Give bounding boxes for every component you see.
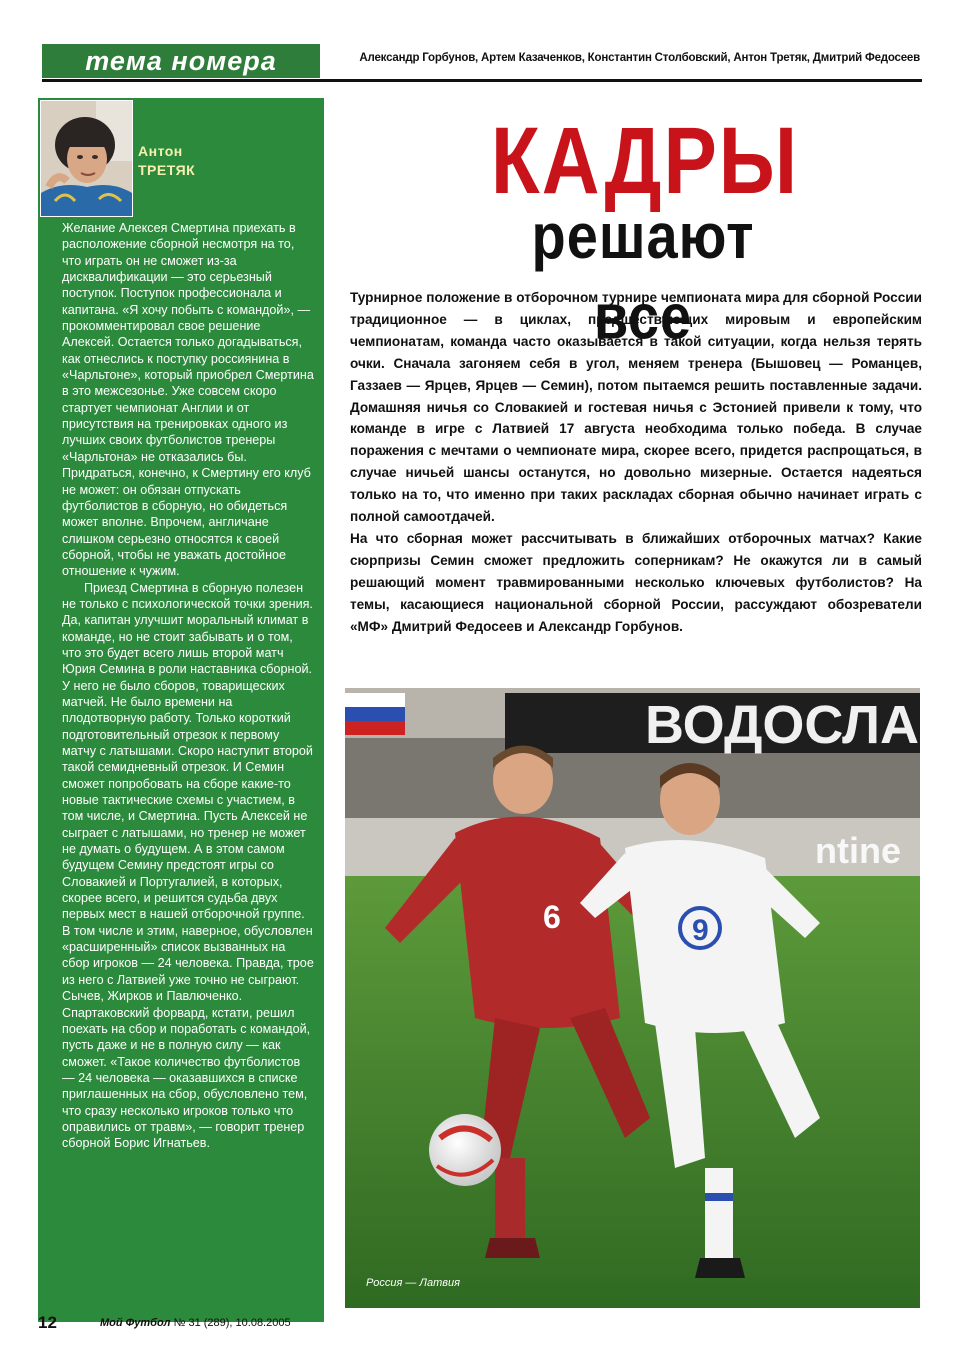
- column-paragraph: Желание Алексея Смертина приехать в расположение сборной несмотря на то, что играть он не сможет из-за дисквалификации — это серьезный поступок. Поступок профессионала и капитана. «Я хочу побыть с командой», — прокомментировал свое решение Алексей. Остается только догадываться, как отнеслись к поступку россиянина в «Чарльтоне», который приобрел Смертина в это межсезонье. Уже совсем скоро стартует чемпионат Англии и от присутствия на тренировках одного из лучших своих футболистов тренеры «Чарльтона» не отказались бы. Придраться, конечно, к Смертину его клуб не может: он обязан отпускать футболистов в сборную, но обидеться может вполне. Впрочем, англичане слишком серьезно относятся к своей сборной, чтобы не уважать достойное отношение к чужим.: [62, 221, 314, 579]
- issue-info: № 31 (289), 10.08.2005: [173, 1317, 291, 1329]
- header-rule: [42, 79, 922, 82]
- red-shirt-number: 6: [543, 899, 561, 935]
- column-author: [138, 142, 308, 180]
- column-text: [62, 220, 314, 1152]
- column-author-first: Антон: [138, 143, 183, 159]
- column-author-last: ТРЕТЯК: [138, 162, 196, 178]
- page-number: 12: [38, 1313, 57, 1332]
- article-title: КАДРЫ: [490, 108, 800, 214]
- magazine-name: Мой Футбол: [100, 1317, 171, 1329]
- column-paragraph: Приезд Смертина в сборную полезен не только с психологической точки зрения. Да, капитан улучшит моральный климат в команде, но не стоит забывать и о том, что это будет всего лишь второй матч Юрия Семина в роли наставника сборной. У него не было сборов, товарищеских матчей. Не было времени на плодотворную работу. Только короткий подготовительный отрезок к первому матчу с латышами. Скоро наступит второй такой семидневный отрезок. И Семин сможет попробовать на сборе какие-то новые тактические схемы с участием, в том числе, и Смертина. Пусть Алексей не сыграет с латышами, но тренер не может не думать о будущем. А в этом самом будущем Семину предстоят игры со Словакией и Португалией, в которых, скорее всего, и решится судьба двух первых мест в нашей отборочной группе. В том числе и этим, наверное, обусловлен «расширенный» список вызванных на сбор игроков — 24 человека. Правда, трое из него с Латвией уже точно не сыграют. Сычев, Жирков и Павлюченко. Спартаковский форвард, кстати, решил поехать на сбор и поработать с командой, пусть даже и не в полную силу — как сможет. «Такое количество футболистов — 24 человека — оказавшихся в списке приглашенных на сбор, обусловлено тем, что сразу несколько игроков только что оправились от травм», — говорит тренер сборной Борис Игнатьев.: [62, 580, 314, 1151]
- lead-paragraph: На что сборная может рассчитывать в ближайших отборочных матчах? Какие сюрпризы Семин сможет предложить соперникам? Не окажутся ли в самый решающий момент травмированными несколько ключевых футболистов? На темы, касающиеся национальной сборной России, рассуждают обозреватели «МФ» Дмитрий Федосеев и Александр Горбунов.: [350, 530, 922, 634]
- lead-paragraph: Турнирное положение в отборочном турнире чемпионата мира для сборной России традиционное — в циклах, предшествующих мировым и европейским чемпионатам, команда часто оказывается в такой ситуации, когда нельзя терять очки. Сначала загоняем себя в угол, меняем тренера (Бышовец — Романцев, Газзаев — Ярцев, Ярцев — Семин), потом пытаемся решить поставленные задачи. Домашняя ничья со Словакией и гостевая ничья с Эстонией привели к тому, что команде в игре с Латвией 17 августа необходима только победа. В случае поражения с мечтами о чемпионате мира, скорее всего, придется распрощаться, в случае ничьей шансы останутся, но довольно мизерные. Остается надеяться только на то, что именно при таких раскладах сборная обычно начинает играть с полной самоотдачей.: [350, 290, 922, 525]
- article-subtitle: решают все: [531, 199, 755, 353]
- article-lead: [350, 287, 922, 638]
- banner-text: ВОДОСЛА: [645, 695, 919, 755]
- footer-magazine: [100, 1317, 291, 1329]
- section-rubric: тема номера: [42, 44, 320, 78]
- authors-line: Александр Горбунов, Артем Казаченков, Константин Столбовский, Антон Третяк, Дмитрий Федосеев: [359, 52, 920, 64]
- photo-caption: Россия — Латвия: [366, 1277, 460, 1289]
- match-photo: [345, 688, 920, 1308]
- author-photo: [40, 100, 133, 217]
- white-shirt-number: 9: [692, 914, 709, 947]
- ad-board-text: ntine: [815, 830, 901, 871]
